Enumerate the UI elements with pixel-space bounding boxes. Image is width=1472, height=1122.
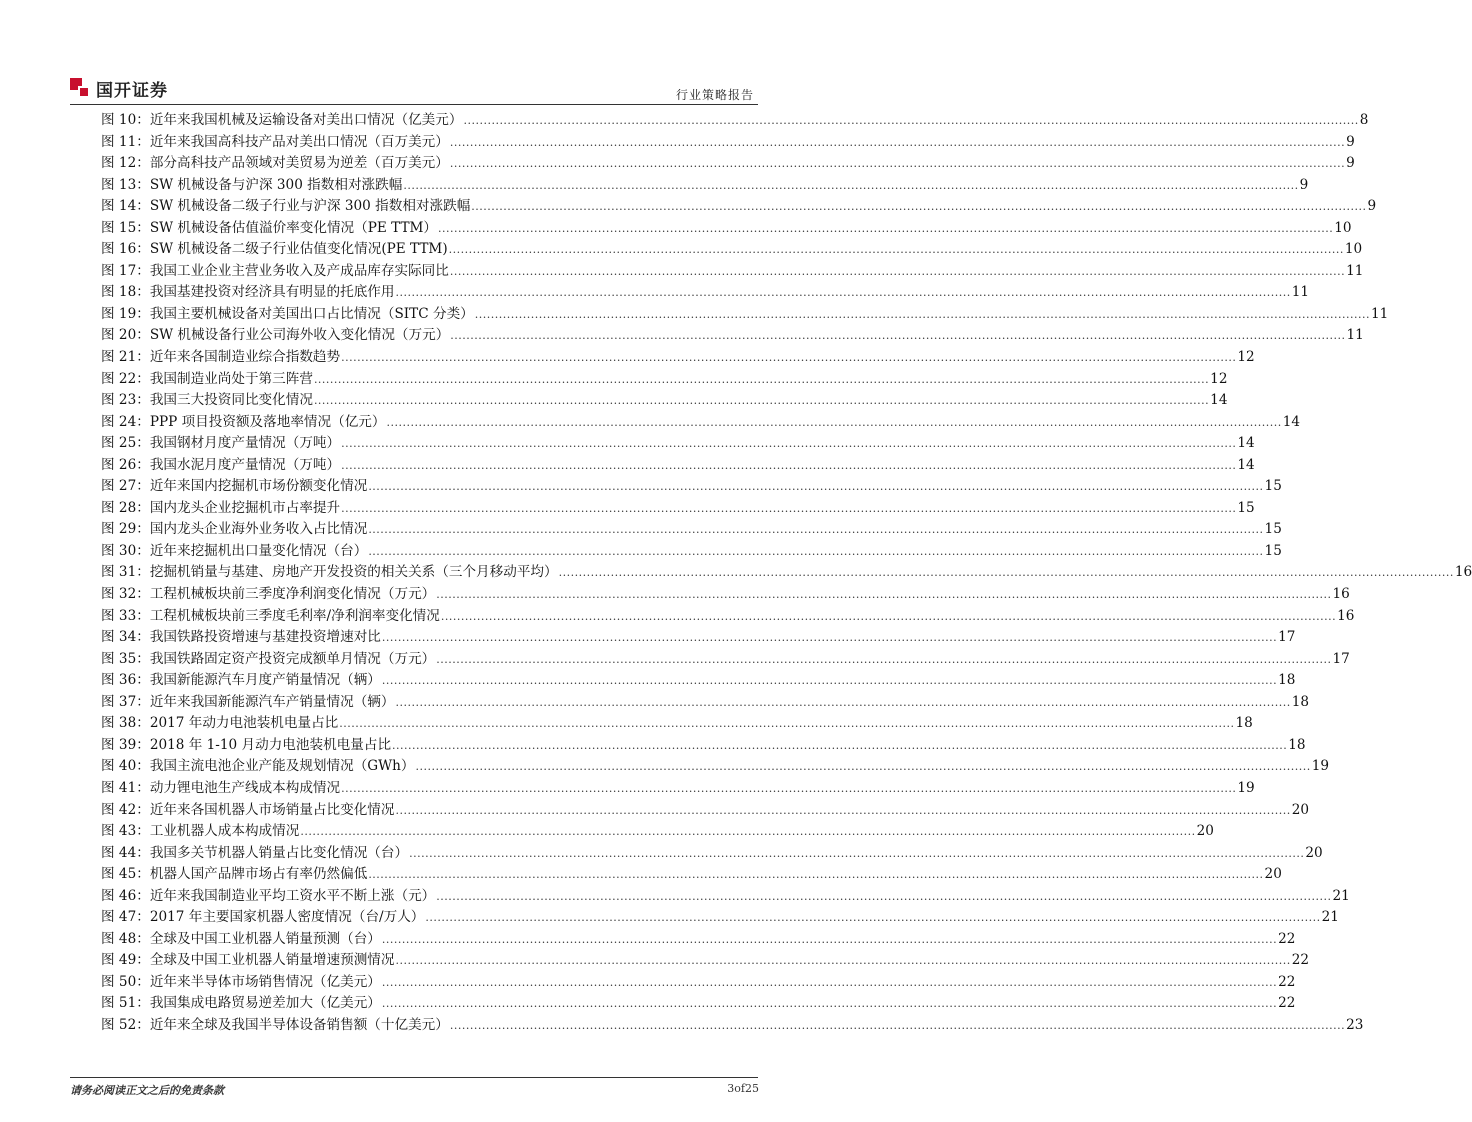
toc-dot-leader	[403, 177, 1298, 193]
toc-entry[interactable]	[101, 798, 1310, 820]
toc-dot-leader	[382, 974, 1277, 990]
toc-page-number: 15	[1237, 499, 1255, 516]
toc-dot-leader	[436, 586, 1331, 602]
toc-entry[interactable]	[101, 388, 1228, 410]
toc-entry[interactable]	[101, 173, 1309, 195]
toc-figure-title: 我国制造业尚处于第三阵营	[149, 370, 313, 387]
toc-figure-title: 近年来国内挖掘机市场份额变化情况	[149, 478, 368, 495]
toc-page-number: 18	[1278, 672, 1296, 689]
toc-figure-title: 挖掘机销量与基建、房地产开发投资的相关关系（三个月移动平均）	[149, 564, 558, 581]
toc-figure-number: 图 16：	[101, 241, 150, 258]
page-header	[70, 76, 758, 104]
logo-icon	[70, 78, 90, 98]
toc-figure-number: 图 19：	[101, 305, 150, 322]
toc-entry[interactable]	[101, 776, 1255, 798]
toc-dot-leader	[396, 952, 1291, 968]
toc-figure-number: 图 15：	[101, 219, 150, 236]
toc-dot-leader	[314, 371, 1209, 387]
toc-entry[interactable]	[101, 431, 1255, 453]
toc-dot-leader	[441, 608, 1336, 624]
toc-figure-title: SW 机械设备二级子行业估值变化情况(PE TTM)	[149, 241, 448, 258]
toc-page-number: 22	[1278, 995, 1296, 1012]
toc-entry[interactable]	[101, 560, 1472, 582]
toc-entry[interactable]	[101, 905, 1339, 927]
toc-entry[interactable]	[101, 927, 1296, 949]
toc-page-number: 9	[1299, 176, 1309, 193]
toc-entry[interactable]	[101, 151, 1355, 173]
toc-figure-title: 我国集成电路贸易逆差加大（亿美元）	[149, 995, 381, 1012]
toc-figure-number: 图 30：	[101, 542, 150, 559]
toc-figure-number: 图 29：	[101, 521, 150, 538]
toc-figure-number: 图 23：	[101, 392, 150, 409]
toc-page-number: 22	[1278, 973, 1296, 990]
toc-page-number: 19	[1237, 779, 1255, 796]
toc-page-number: 14	[1237, 456, 1255, 473]
company-logo	[70, 76, 168, 100]
toc-entry[interactable]	[101, 841, 1323, 863]
toc-figure-number: 图 40：	[101, 758, 150, 775]
toc-figure-number: 图 41：	[101, 779, 150, 796]
toc-entry[interactable]	[101, 259, 1364, 281]
toc-dot-leader	[436, 651, 1331, 667]
toc-figure-number: 图 26：	[101, 456, 150, 473]
toc-dot-leader	[409, 845, 1304, 861]
figure-toc-list	[101, 108, 1472, 1035]
toc-figure-title: 2017 年主要国家机器人密度情况（台/万人）	[149, 909, 425, 926]
toc-figure-title: SW 机械设备估值溢价率变化情况（PE TTM）	[149, 219, 438, 236]
toc-figure-number: 图 11：	[101, 133, 150, 150]
toc-page-number: 16	[1454, 564, 1472, 581]
toc-dot-leader	[392, 737, 1287, 753]
toc-figure-number: 图 12：	[101, 155, 150, 172]
toc-entry[interactable]	[101, 1013, 1364, 1035]
toc-figure-number: 图 18：	[101, 284, 150, 301]
toc-page-number: 9	[1346, 133, 1355, 150]
toc-dot-leader	[382, 995, 1277, 1011]
toc-figure-title: 我国钢材月度产量情况（万吨）	[149, 435, 341, 452]
toc-figure-number: 图 17：	[101, 262, 150, 279]
toc-entry[interactable]	[101, 733, 1306, 755]
toc-page-number: 18	[1291, 693, 1310, 710]
toc-figure-title: 近年来半导体市场销售情况（亿美元）	[149, 973, 381, 990]
toc-figure-title: 2017 年动力电池装机电量占比	[149, 715, 339, 732]
toc-dot-leader	[341, 349, 1236, 365]
header-divider	[70, 104, 758, 105]
toc-page-number: 22	[1278, 930, 1296, 947]
toc-page-number: 15	[1264, 521, 1282, 538]
toc-entry[interactable]	[101, 323, 1364, 345]
toc-entry[interactable]	[101, 625, 1296, 647]
toc-figure-title: SW 机械设备与沪深 300 指数相对涨跌幅	[149, 176, 403, 193]
toc-figure-title: 机器人国产品牌市场占有率仍然偏低	[149, 866, 368, 883]
toc-entry[interactable]	[101, 970, 1296, 992]
toc-figure-number: 图 25：	[101, 435, 150, 452]
toc-entry[interactable]	[101, 948, 1310, 970]
toc-figure-title: 工程机械板块前三季度净利润变化情况（万元）	[149, 586, 436, 603]
toc-entry[interactable]	[101, 668, 1296, 690]
toc-dot-leader	[300, 823, 1195, 839]
toc-page-number: 17	[1332, 650, 1350, 667]
disclaimer-text: 请务必阅读正文之后的免责条款	[70, 1084, 224, 1097]
toc-figure-number: 图 49：	[101, 952, 150, 969]
toc-figure-number: 图 24：	[101, 413, 150, 430]
toc-page-number: 15	[1264, 542, 1282, 559]
toc-figure-title: 近年来各国制造业综合指数趋势	[149, 349, 341, 366]
toc-entry[interactable]	[101, 517, 1282, 539]
toc-figure-number: 图 33：	[101, 607, 150, 624]
toc-page-number: 9	[1367, 198, 1377, 215]
toc-page-number: 9	[1346, 155, 1355, 172]
toc-dot-leader	[368, 478, 1263, 494]
toc-page-number: 20	[1305, 844, 1323, 861]
toc-page-number: 21	[1321, 909, 1339, 926]
toc-dot-leader	[368, 543, 1263, 559]
toc-dot-leader	[559, 564, 1454, 580]
toc-figure-number: 图 32：	[101, 586, 150, 603]
toc-figure-title: 国内龙头企业海外业务收入占比情况	[149, 521, 368, 538]
toc-dot-leader	[450, 1017, 1345, 1033]
toc-page-number: 10	[1344, 241, 1363, 258]
toc-page-number: 14	[1237, 435, 1255, 452]
toc-dot-leader	[396, 284, 1291, 300]
toc-dot-leader	[438, 220, 1333, 236]
toc-figure-title: 动力锂电池生产线成本构成情况	[149, 779, 341, 796]
toc-dot-leader	[339, 715, 1234, 731]
toc-figure-title: 近年来挖掘机出口量变化情况（台）	[149, 542, 368, 559]
toc-page-number: 16	[1332, 586, 1350, 603]
toc-dot-leader	[386, 414, 1281, 430]
toc-figure-number: 图 46：	[101, 887, 150, 904]
toc-figure-title: 近年来全球及我国半导体设备销售额（十亿美元）	[149, 1016, 449, 1033]
toc-entry[interactable]	[101, 539, 1282, 561]
toc-figure-title: 全球及中国工业机器人销量预测（台）	[149, 930, 381, 947]
toc-entry[interactable]	[101, 367, 1228, 389]
toc-figure-number: 图 42：	[101, 801, 150, 818]
toc-page-number: 14	[1210, 392, 1228, 409]
toc-dot-leader	[341, 435, 1236, 451]
toc-figure-number: 图 14：	[101, 198, 150, 215]
toc-figure-number: 图 43：	[101, 823, 150, 840]
toc-dot-leader	[396, 802, 1291, 818]
toc-figure-number: 图 37：	[101, 693, 150, 710]
toc-dot-leader	[450, 327, 1345, 343]
toc-dot-leader	[450, 134, 1345, 150]
toc-page-number: 11	[1291, 284, 1310, 301]
toc-page-number: 22	[1291, 952, 1310, 969]
toc-figure-title: 我国铁路固定资产投资完成额单月情况（万元）	[149, 650, 436, 667]
toc-dot-leader	[450, 155, 1345, 171]
footer-divider	[70, 1077, 758, 1078]
toc-figure-title: SW 机械设备二级子行业与沪深 300 指数相对涨跌幅	[149, 198, 471, 215]
toc-figure-number: 图 36：	[101, 672, 150, 689]
toc-figure-title: 近年来我国制造业平均工资水平不断上涨（元）	[149, 887, 436, 904]
toc-dot-leader	[314, 392, 1209, 408]
toc-entry[interactable]	[101, 496, 1255, 518]
toc-entry[interactable]	[101, 237, 1363, 259]
toc-figure-number: 图 50：	[101, 973, 150, 990]
toc-dot-leader	[341, 780, 1236, 796]
toc-figure-title: 我国多关节机器人销量占比变化情况（台）	[149, 844, 409, 861]
toc-figure-number: 图 39：	[101, 736, 150, 753]
toc-page-number: 18	[1235, 715, 1253, 732]
toc-figure-title: 部分高科技产品领域对美贸易为逆差（百万美元）	[149, 155, 449, 172]
toc-figure-number: 图 44：	[101, 844, 150, 861]
toc-entry[interactable]	[101, 711, 1253, 733]
toc-entry[interactable]	[101, 862, 1282, 884]
toc-dot-leader	[416, 758, 1311, 774]
toc-page-number: 18	[1288, 736, 1306, 753]
toc-page-number: 11	[1371, 305, 1389, 322]
toc-dot-leader	[396, 694, 1291, 710]
toc-entry[interactable]	[101, 216, 1352, 238]
toc-entry[interactable]	[101, 647, 1350, 669]
toc-figure-title: 我国工业企业主营业务收入及产成品库存实际同比	[149, 262, 449, 279]
toc-figure-title: 近年来我国高科技产品对美出口情况（百万美元）	[149, 133, 449, 150]
toc-page-number: 11	[1346, 262, 1364, 279]
toc-figure-title: PPP 项目投资额及落地率情况（亿元）	[149, 413, 386, 430]
toc-entry[interactable]	[101, 884, 1350, 906]
toc-figure-number: 图 22：	[101, 370, 150, 387]
toc-figure-title: 近年来我国新能源汽车产销量情况（辆）	[149, 693, 395, 710]
company-name: 国开证券	[96, 80, 168, 101]
toc-entry[interactable]	[101, 345, 1255, 367]
toc-entry[interactable]	[101, 130, 1355, 152]
toc-figure-title: 工程机械板块前三季度毛利率/净利润率变化情况	[149, 607, 440, 624]
toc-dot-leader	[449, 241, 1344, 257]
toc-page-number: 17	[1278, 629, 1296, 646]
toc-figure-number: 图 34：	[101, 629, 150, 646]
toc-page-number: 16	[1337, 607, 1355, 624]
toc-page-number: 19	[1311, 758, 1330, 775]
toc-figure-number: 图 20：	[101, 327, 150, 344]
toc-entry[interactable]	[101, 582, 1350, 604]
toc-dot-leader	[471, 198, 1366, 214]
toc-entry[interactable]	[101, 194, 1377, 216]
toc-dot-leader	[425, 909, 1320, 925]
toc-figure-title: SW 机械设备行业公司海外收入变化情况（万元）	[149, 327, 450, 344]
toc-entry[interactable]	[101, 754, 1330, 776]
toc-figure-number: 图 51：	[101, 995, 150, 1012]
toc-figure-number: 图 31：	[101, 564, 150, 581]
toc-figure-title: 工业机器人成本构成情况	[149, 823, 300, 840]
toc-dot-leader	[450, 263, 1345, 279]
toc-figure-title: 我国水泥月度产量情况（万吨）	[149, 456, 341, 473]
toc-entry[interactable]	[101, 410, 1301, 432]
toc-figure-number: 图 27：	[101, 478, 150, 495]
toc-figure-title: 2018 年 1-10 月动力电池装机电量占比	[149, 736, 392, 753]
page-number: 3of25	[727, 1082, 759, 1095]
report-type: 行业策略报告	[675, 88, 754, 102]
toc-figure-title: 我国主流电池企业产能及规划情况（GWh）	[149, 758, 415, 775]
toc-figure-number: 图 28：	[101, 499, 150, 516]
toc-page-number: 20	[1291, 801, 1310, 818]
toc-entry[interactable]	[101, 302, 1389, 324]
toc-figure-number: 图 13：	[101, 176, 150, 193]
toc-dot-leader	[382, 672, 1277, 688]
toc-entry[interactable]	[101, 453, 1255, 475]
toc-entry[interactable]	[101, 819, 1214, 841]
toc-entry[interactable]	[101, 690, 1310, 712]
toc-dot-leader	[368, 521, 1263, 537]
toc-dot-leader	[368, 866, 1263, 882]
toc-figure-number: 图 45：	[101, 866, 150, 883]
toc-figure-title: 我国铁路投资增速与基建投资增速对比	[149, 629, 381, 646]
toc-entry[interactable]	[101, 108, 1369, 130]
toc-dot-leader	[382, 931, 1277, 947]
toc-dot-leader	[341, 457, 1236, 473]
toc-dot-leader	[463, 112, 1358, 128]
toc-figure-title: 我国主要机械设备对美国出口占比情况（SITC 分类）	[149, 305, 474, 322]
toc-entry[interactable]	[101, 991, 1296, 1013]
toc-figure-number: 图 10：	[101, 112, 150, 128]
toc-entry[interactable]	[101, 604, 1355, 626]
toc-entry[interactable]	[101, 474, 1282, 496]
toc-figure-title: 近年来我国机械及运输设备对美出口情况（亿美元）	[149, 112, 463, 128]
toc-figure-title: 全球及中国工业机器人销量增速预测情况	[149, 952, 395, 969]
toc-page-number: 21	[1332, 887, 1350, 904]
toc-figure-title: 我国新能源汽车月度产销量情况（辆）	[149, 672, 381, 689]
toc-figure-title: 我国基建投资对经济具有明显的托底作用	[149, 284, 395, 301]
toc-dot-leader	[436, 888, 1331, 904]
toc-figure-number: 图 35：	[101, 650, 150, 667]
toc-page-number: 23	[1346, 1016, 1364, 1033]
toc-dot-leader	[475, 306, 1370, 322]
toc-page-number: 14	[1282, 413, 1301, 430]
toc-figure-number: 图 48：	[101, 930, 150, 947]
toc-page-number: 10	[1334, 219, 1352, 236]
toc-figure-title: 近年来各国机器人市场销量占比变化情况	[149, 801, 395, 818]
toc-entry[interactable]	[101, 280, 1310, 302]
toc-page-number: 12	[1210, 370, 1228, 387]
toc-dot-leader	[382, 629, 1277, 645]
toc-page-number: 12	[1237, 349, 1255, 366]
toc-figure-number: 图 52：	[101, 1016, 150, 1033]
toc-page-number: 20	[1196, 823, 1214, 840]
toc-figure-title: 我国三大投资同比变化情况	[149, 392, 313, 409]
toc-page-number: 20	[1264, 866, 1282, 883]
toc-figure-number: 图 21：	[101, 349, 150, 366]
toc-figure-number: 图 38：	[101, 715, 150, 732]
toc-page-number: 15	[1264, 478, 1282, 495]
toc-figure-number: 图 47：	[101, 909, 150, 926]
toc-page-number: 8	[1359, 112, 1369, 128]
toc-dot-leader	[341, 500, 1236, 516]
toc-page-number: 11	[1346, 327, 1364, 344]
toc-figure-title: 国内龙头企业挖掘机市占率提升	[149, 499, 341, 516]
